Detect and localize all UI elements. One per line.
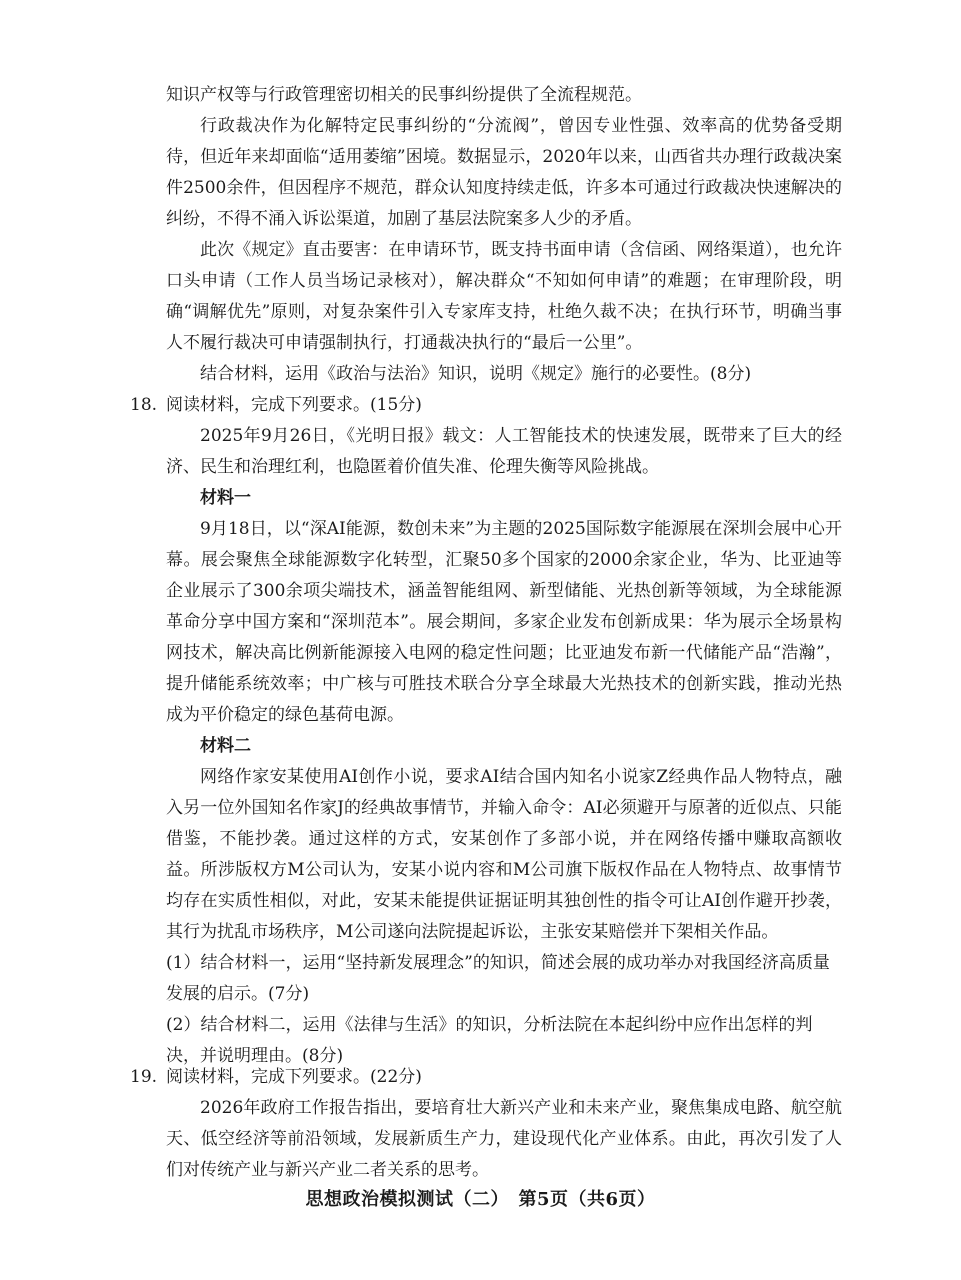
question-18	[166, 390, 842, 1072]
material-2-text: 网络作家安某使用AI创作小说，要求AI结合国内知名小说家Z经典作品人物特点，融入另一位外国知名作家J的经典故事情节，并输入命令：AI必须避开与原著的近似点、只能借鉴，不能抄袭。通过这样的方式，安某创作了多部小说，并在网络传播中赚取高额收益。所涉版权方M公司认为，安某小说内容和M公司旗下版权作品在人物特点、故事情节均存在实质性相似，对此，安某未能提供证据证明其独创性的指令可让AI创作避开抄袭，其行为扰乱市场秩序，M公司遂向法院提起诉讼，主张安某赔偿并下架相关作品。	[166, 767, 842, 942]
material-2-heading: 材料二	[200, 736, 251, 756]
question-19	[166, 1062, 842, 1186]
paragraph-2: 行政裁决作为化解特定民事纠纷的“分流阀”，曾因专业性强、效率高的优势备受期待，但近年来却面临“适用萎缩”困境。数据显示，2020年以来，山西省共办理行政裁决案件2500余件，但因程序不规范，群众认知度持续走低，许多本可通过行政裁决快速解决的纠纷，不得不涌入诉讼渠道，加剧了基层法院案多人少的矛盾。	[166, 116, 842, 229]
question-18-intro: 2025年9月26日，《光明日报》载文：人工智能技术的快速发展，既带来了巨大的经济、民生和治理红利，也隐匿着价值失准、伦理失衡等风险挑战。	[166, 426, 842, 477]
question-17-continuation	[166, 80, 842, 390]
paragraph-3: 此次《规定》直击要害：在申请环节，既支持书面申请（含信函、网络渠道），也允许口头申请（工作人员当场记录核对），解决群众“不知如何申请”的难题；在审理阶段，明确“调解优先”原则，对复杂案件引入专家库支持，杜绝久裁不决；在执行环节，明确当事人不履行裁决可申请强制执行，打通裁决执行的“最后一公里”。	[166, 240, 842, 353]
question-17-prompt: 结合材料，运用《政治与法治》知识，说明《规定》施行的必要性。(8分)	[200, 364, 752, 384]
material-1-heading: 材料一	[200, 488, 251, 508]
question-19-intro: 2026年政府工作报告指出，要培育壮大新兴产业和未来产业，聚焦集成电路、航空航天、低空经济等前沿领域，发展新质生产力，建设现代化产业体系。由此，再次引发了人们对传统产业与新兴产业二者关系的思考。	[166, 1098, 842, 1180]
question-19-title: 阅读材料，完成下列要求。(22分)	[166, 1067, 422, 1087]
question-18-title: 阅读材料，完成下列要求。(15分)	[166, 395, 422, 415]
material-1-text: 9月18日，以“深AI能源，数创未来”为主题的2025国际数字能源展在深圳会展中心开幕。展会聚焦全球能源数字化转型，汇聚50多个国家的2000余家企业，华为、比亚迪等企业展示了300余项尖端技术，涵盖智能组网、新型储能、光热创新等领域，为全球能源革命分享中国方案和“深圳范本”。展会期间，多家企业发布创新成果：华为展示全场景构网技术，解决高比例新能源接入电网的稳定性问题；比亚迪发布新一代储能产品“浩瀚”，提升储能系统效率；中广核与可胜技术联合分享全球最大光热技术的创新实践，推动光热成为平价稳定的绿色基荷电源。	[166, 519, 842, 725]
page-footer: 思想政治模拟测试（二） 第5页（共6页）	[305, 1189, 656, 1210]
question-18-sub-1: (1）结合材料一，运用“坚持新发展理念”的知识，简述会展的成功举办对我国经济高质量发展的启示。(7分)	[166, 953, 830, 1004]
question-19-number: 19.	[130, 1067, 158, 1087]
question-18-sub-2: (2）结合材料二，运用《法律与生活》的知识，分析法院在本起纠纷中应作出怎样的判决，并说明理由。(8分)	[166, 1015, 813, 1066]
question-18-number: 18.	[130, 395, 158, 415]
paragraph-1: 知识产权等与行政管理密切相关的民事纠纷提供了全流程规范。	[166, 85, 642, 105]
